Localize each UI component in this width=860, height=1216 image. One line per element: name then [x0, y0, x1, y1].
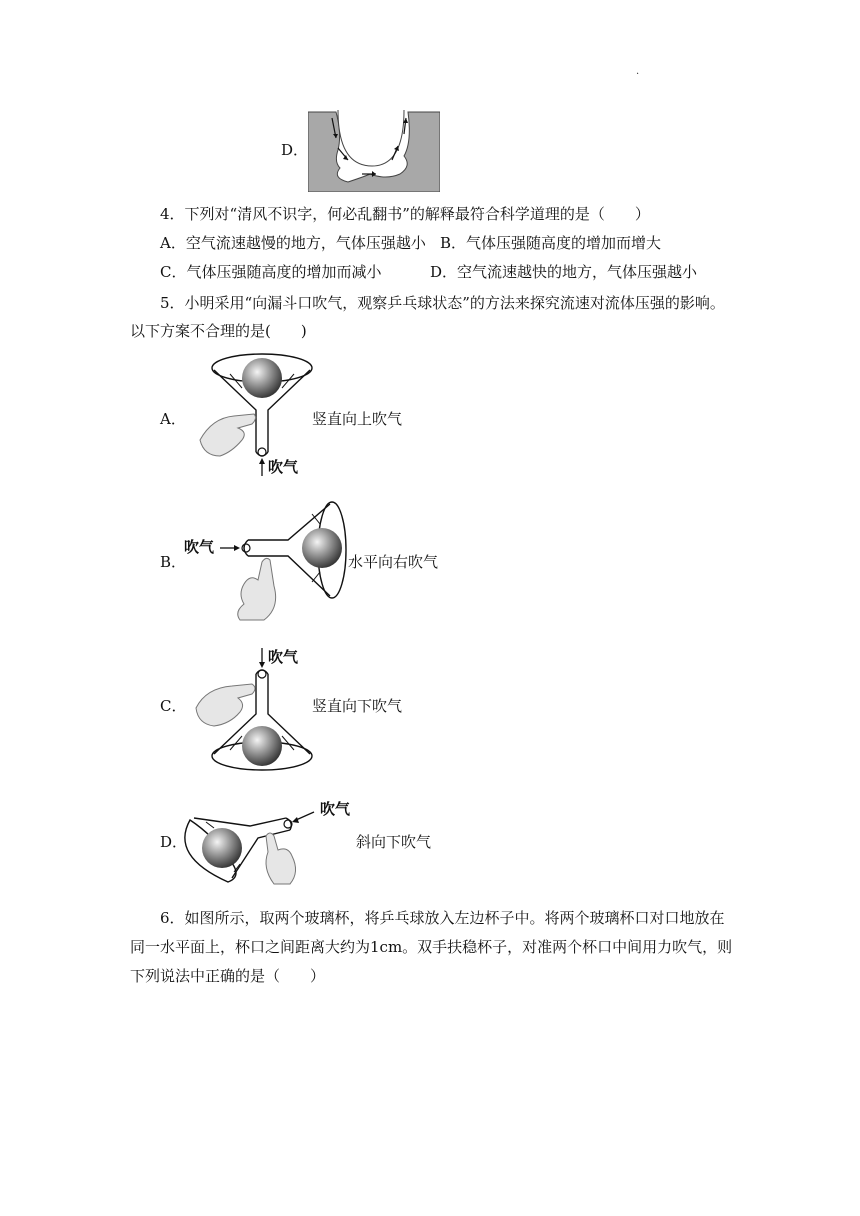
q4-stem: 4．下列对“清风不识字，何必乱翻书”的解释最符合科学道理的是（ ） — [160, 205, 650, 223]
q4-option-a: A．空气流速越慢的地方，气体压强越小 — [160, 234, 426, 252]
q6-line3: 下列说法中正确的是（ ） — [130, 967, 326, 985]
q6-line1: 6．如图所示，取两个玻璃杯，将乒乓球放入左边杯子中。将两个玻璃杯口对口地放在 — [160, 909, 725, 927]
q5-option-c-letter: C． — [160, 697, 187, 715]
ping-pong-ball — [242, 726, 282, 766]
q5-option-b-figure — [184, 500, 350, 622]
q5-option-b-caption: 水平向右吹气 — [348, 553, 439, 571]
q3-option-d-letter: D． — [281, 141, 309, 159]
q5-option-d-letter: D． — [160, 833, 188, 851]
q5-option-d-figure — [178, 796, 354, 892]
header-mark: . — [636, 66, 640, 77]
q5-option-b-letter: B． — [160, 553, 187, 571]
q5-option-a-blow-label: 吹气 — [268, 459, 299, 476]
q5-option-b-blow-label: 吹气 — [184, 539, 215, 556]
q6-line2: 同一水平面上，杯口之间距离大约为1cm。双手扶稳杯子，对准两个杯口中间用力吹气，则 — [130, 938, 733, 956]
q5-option-c-caption: 竖直向下吹气 — [312, 697, 403, 715]
q5-option-c-figure — [192, 644, 320, 776]
q5-option-d-caption: 斜向下吹气 — [356, 833, 432, 851]
ping-pong-ball — [242, 358, 282, 398]
q5-option-d-blow-label: 吹气 — [320, 801, 351, 818]
q5-option-c-blow-label: 吹气 — [268, 649, 299, 666]
q5-option-a-figure — [192, 348, 320, 480]
q4-option-c: C．气体压强随高度的增加而减小 — [160, 263, 382, 281]
q5-option-a-caption: 竖直向上吹气 — [312, 410, 403, 428]
q5-stem-line2: 以下方案不合理的是( ) — [130, 322, 307, 340]
q5-option-a-letter: A． — [160, 410, 186, 428]
ping-pong-ball — [302, 528, 342, 568]
ping-pong-ball — [202, 828, 242, 868]
q4-option-d: D．空气流速越快的地方，气体压强越小 — [430, 263, 698, 281]
q5-stem-line1: 5．小明采用“向漏斗口吹气，观察乒乓球状态”的方法来探究流速对流体压强的影响。 — [160, 294, 725, 312]
q4-option-b: B．气体压强随高度的增加而增大 — [440, 234, 662, 252]
q3-option-d-figure — [308, 104, 440, 192]
